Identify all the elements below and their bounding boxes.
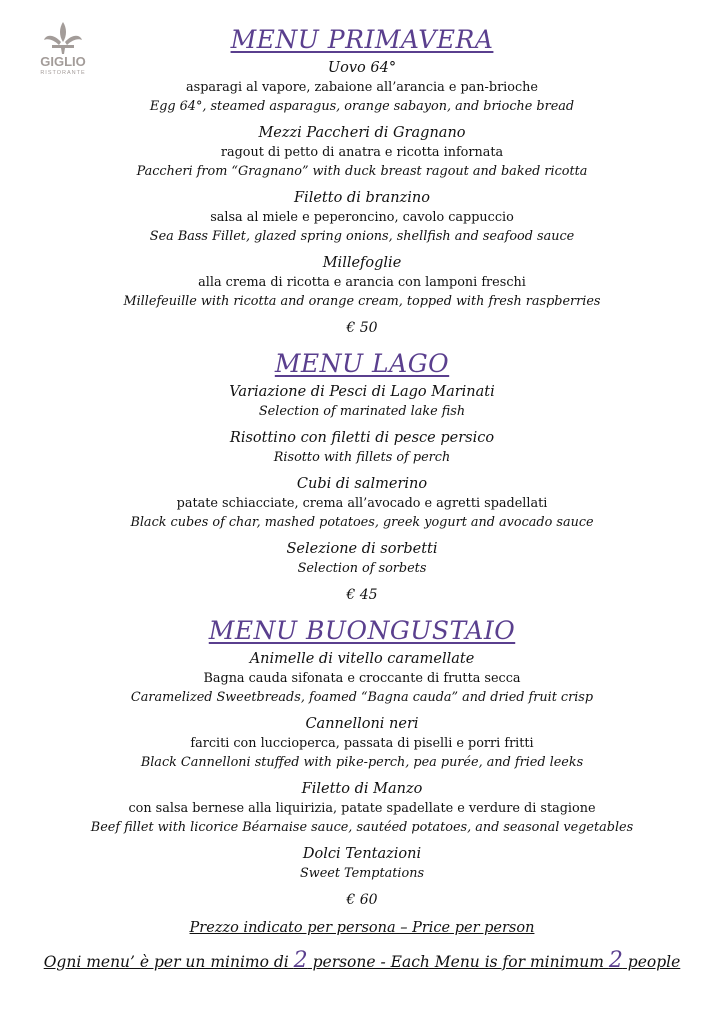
dish-item bbox=[0, 714, 724, 772]
dish-item bbox=[0, 428, 724, 467]
logo-subtitle: RISTORANTE bbox=[40, 70, 86, 76]
menu-section-primavera bbox=[0, 22, 724, 338]
dish-item bbox=[0, 188, 724, 246]
section-title: MENU LAGO bbox=[274, 349, 450, 378]
price-note: Prezzo indicato per persona – Price per person bbox=[189, 920, 535, 936]
minimum-note-text: people bbox=[622, 953, 681, 971]
menu-price: € 50 bbox=[346, 320, 378, 336]
dish-description-en: Millefeuille with ricotta and orange cream, topped with fresh raspberries bbox=[123, 294, 601, 309]
dish-item bbox=[0, 58, 724, 116]
menu-page bbox=[0, 22, 724, 973]
menu-price: € 60 bbox=[346, 892, 378, 908]
dish-description-en: Risotto with fillets of perch bbox=[273, 450, 451, 465]
dish-name: Filetto di Manzo bbox=[301, 781, 423, 797]
dish-name: Selezione di sorbetti bbox=[286, 541, 438, 557]
dish-name: Cubi di salmerino bbox=[296, 476, 428, 492]
dish-description-en: Caramelized Sweetbreads, foamed “Bagna cauda” and dried fruit crisp bbox=[130, 690, 594, 705]
dish-name: Animelle di vitello caramellate bbox=[249, 651, 475, 667]
dish-description-en: Selection of sorbets bbox=[297, 561, 427, 576]
dish-name: Risottino con filetti di pesce persico bbox=[229, 430, 495, 446]
dish-name: Variazione di Pesci di Lago Marinati bbox=[229, 384, 495, 400]
section-title: MENU PRIMAVERA bbox=[230, 25, 494, 54]
dish-item bbox=[0, 779, 724, 837]
dish-description-en: Sea Bass Fillet, glazed spring onions, shellfish and seafood sauce bbox=[149, 229, 575, 244]
minimum-count: 2 bbox=[293, 948, 308, 973]
dish-description-it: farciti con luccioperca, passata di piselli e porri fritti bbox=[190, 736, 534, 751]
dish-item bbox=[0, 382, 724, 421]
dish-description-it: alla crema di ricotta e arancia con lamponi freschi bbox=[198, 275, 526, 290]
menu-section-buongustaio bbox=[0, 613, 724, 910]
dish-description-it: ragout di petto di anatra e ricotta infornata bbox=[220, 145, 504, 160]
menu-section-lago bbox=[0, 346, 724, 605]
logo-name: GIGLIO bbox=[40, 54, 86, 69]
dish-item bbox=[0, 474, 724, 532]
dish-name: Mezzi Paccheri di Gragnano bbox=[258, 125, 466, 141]
dish-item bbox=[0, 649, 724, 707]
dish-item bbox=[0, 123, 724, 181]
dish-name: Cannelloni neri bbox=[305, 716, 419, 732]
minimum-note-text: Ogni menu’ è per un minimo di bbox=[43, 953, 294, 971]
dish-name: Filetto di branzino bbox=[294, 190, 430, 206]
section-title: MENU BUONGUSTAIO bbox=[208, 616, 516, 645]
dish-description-en: Egg 64°, steamed asparagus, orange sabayon, and brioche bread bbox=[149, 99, 575, 114]
dish-name: Dolci Tentazioni bbox=[302, 846, 422, 862]
dish-description-en: Beef fillet with licorice Béarnaise sauce, sautéed potatoes, and seasonal vegetables bbox=[90, 820, 634, 835]
dish-item bbox=[0, 253, 724, 311]
dish-description-en: Selection of marinated lake fish bbox=[258, 404, 466, 419]
minimum-count: 2 bbox=[608, 948, 623, 973]
dish-description-it: Bagna cauda sifonata e croccante di frutta secca bbox=[203, 671, 521, 686]
dish-description-en: Black cubes of char, mashed potatoes, greek yogurt and avocado sauce bbox=[130, 515, 594, 530]
dish-item bbox=[0, 539, 724, 578]
dish-description-en: Sweet Temptations bbox=[299, 866, 425, 881]
dish-name: Uovo 64° bbox=[327, 60, 397, 76]
dish-description-en: Paccheri from “Gragnano” with duck breast ragout and baked ricotta bbox=[136, 164, 588, 179]
menu-price: € 45 bbox=[346, 587, 378, 603]
dish-description-it: con salsa bernese alla liquirizia, patate spadellate e verdure di stagione bbox=[128, 801, 596, 816]
dish-item bbox=[0, 844, 724, 883]
dish-description-it: asparagi al vapore, zabaione all’arancia e pan-brioche bbox=[186, 80, 538, 95]
minimum-note-text: persone - Each Menu is for minimum bbox=[307, 953, 609, 971]
minimum-persons-note bbox=[0, 950, 724, 973]
dish-description-it: salsa al miele e peperoncino, cavolo cappuccio bbox=[210, 210, 514, 225]
dish-description-en: Black Cannelloni stuffed with pike-perch, pea purée, and fried leeks bbox=[140, 755, 584, 770]
dish-name: Millefoglie bbox=[322, 255, 402, 271]
dish-description-it: patate schiacciate, crema all’avocado e agretti spadellati bbox=[176, 496, 548, 511]
